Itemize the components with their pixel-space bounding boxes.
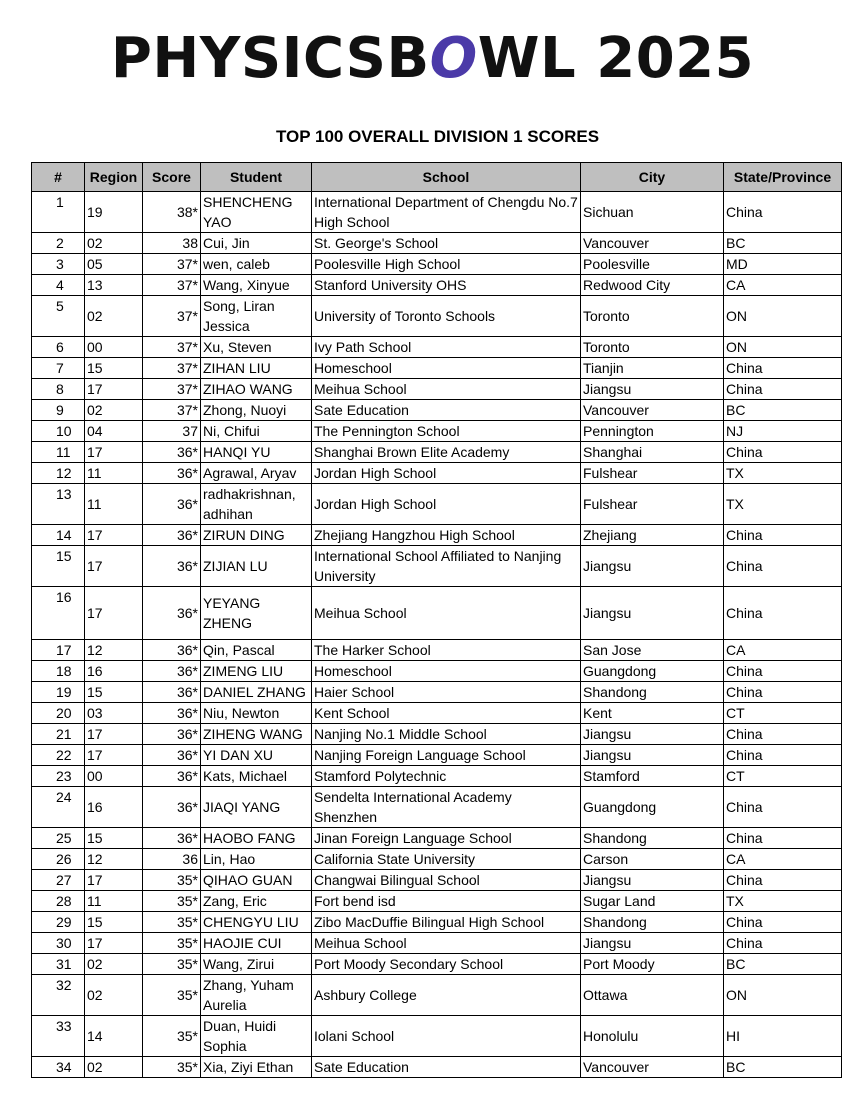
cell-school: Sendelta International Academy Shenzhen bbox=[312, 787, 581, 828]
cell-region: 11 bbox=[85, 891, 143, 912]
cell-school: Nanjing Foreign Language School bbox=[312, 745, 581, 766]
cell-rank: 1 bbox=[32, 192, 85, 233]
cell-state: CA bbox=[724, 275, 842, 296]
cell-rank: 32 bbox=[32, 975, 85, 1016]
cell-score: 37* bbox=[143, 400, 201, 421]
cell-score: 36* bbox=[143, 463, 201, 484]
cell-state: BC bbox=[724, 1057, 842, 1078]
cell-city: Jiangsu bbox=[581, 546, 724, 587]
cell-school: Zibo MacDuffie Bilingual High School bbox=[312, 912, 581, 933]
cell-region: 15 bbox=[85, 358, 143, 379]
cell-rank: 18 bbox=[32, 661, 85, 682]
cell-rank: 9 bbox=[32, 400, 85, 421]
table-row bbox=[32, 421, 842, 442]
cell-school: Stamford Polytechnic bbox=[312, 766, 581, 787]
cell-school: Jordan High School bbox=[312, 463, 581, 484]
cell-city: Vancouver bbox=[581, 233, 724, 254]
cell-school: Sate Education bbox=[312, 400, 581, 421]
cell-score: 36* bbox=[143, 525, 201, 546]
table-row bbox=[32, 870, 842, 891]
cell-state: ON bbox=[724, 337, 842, 358]
cell-rank: 22 bbox=[32, 745, 85, 766]
cell-rank: 20 bbox=[32, 703, 85, 724]
page-title: TOP 100 OVERALL DIVISION 1 SCORES bbox=[275, 127, 600, 146]
cell-student: Cui, Jin bbox=[201, 233, 312, 254]
cell-student: HANQI YU bbox=[201, 442, 312, 463]
column-header-city: City bbox=[581, 163, 724, 192]
cell-region: 15 bbox=[85, 828, 143, 849]
cell-school: Changwai Bilingual School bbox=[312, 870, 581, 891]
cell-state: CT bbox=[724, 703, 842, 724]
cell-student: Xu, Steven bbox=[201, 337, 312, 358]
cell-student: Zang, Eric bbox=[201, 891, 312, 912]
cell-school: Homeschool bbox=[312, 661, 581, 682]
cell-state: TX bbox=[724, 891, 842, 912]
cell-region: 04 bbox=[85, 421, 143, 442]
cell-state: China bbox=[724, 745, 842, 766]
cell-region: 12 bbox=[85, 849, 143, 870]
cell-school: Stanford University OHS bbox=[312, 275, 581, 296]
cell-student: QIHAO GUAN bbox=[201, 870, 312, 891]
cell-city: Guangdong bbox=[581, 661, 724, 682]
cell-score: 36* bbox=[143, 787, 201, 828]
cell-city: Carson bbox=[581, 849, 724, 870]
table-row bbox=[32, 358, 842, 379]
cell-city: Jiangsu bbox=[581, 379, 724, 400]
table-row bbox=[32, 766, 842, 787]
cell-score: 35* bbox=[143, 975, 201, 1016]
table-row bbox=[32, 787, 842, 828]
cell-score: 36 bbox=[143, 849, 201, 870]
cell-score: 36* bbox=[143, 587, 201, 640]
cell-region: 02 bbox=[85, 1057, 143, 1078]
cell-student: Duan, Huidi Sophia bbox=[201, 1016, 312, 1057]
cell-student: YI DAN XU bbox=[201, 745, 312, 766]
cell-city: Shandong bbox=[581, 912, 724, 933]
cell-rank: 23 bbox=[32, 766, 85, 787]
cell-school: California State University bbox=[312, 849, 581, 870]
cell-rank: 13 bbox=[32, 484, 85, 525]
table-row bbox=[32, 849, 842, 870]
cell-city: Jiangsu bbox=[581, 724, 724, 745]
cell-city: Guangdong bbox=[581, 787, 724, 828]
table-row bbox=[32, 254, 842, 275]
column-header-rank: # bbox=[32, 163, 85, 192]
cell-rank: 11 bbox=[32, 442, 85, 463]
cell-rank: 16 bbox=[32, 587, 85, 640]
cell-score: 36* bbox=[143, 828, 201, 849]
column-header-student: Student bbox=[201, 163, 312, 192]
cell-city: Port Moody bbox=[581, 954, 724, 975]
cell-student: HAOJIE CUI bbox=[201, 933, 312, 954]
cell-city: Poolesville bbox=[581, 254, 724, 275]
cell-student: SHENCHENG YAO bbox=[201, 192, 312, 233]
table-row bbox=[32, 337, 842, 358]
cell-score: 35* bbox=[143, 891, 201, 912]
cell-region: 12 bbox=[85, 640, 143, 661]
cell-student: Ni, Chifui bbox=[201, 421, 312, 442]
cell-rank: 2 bbox=[32, 233, 85, 254]
cell-state: China bbox=[724, 933, 842, 954]
cell-city: San Jose bbox=[581, 640, 724, 661]
cell-city: Fulshear bbox=[581, 463, 724, 484]
table-row bbox=[32, 1057, 842, 1078]
table-row bbox=[32, 275, 842, 296]
cell-city: Sichuan bbox=[581, 192, 724, 233]
cell-score: 38* bbox=[143, 192, 201, 233]
cell-region: 02 bbox=[85, 400, 143, 421]
cell-rank: 15 bbox=[32, 546, 85, 587]
table-row bbox=[32, 484, 842, 525]
cell-state: China bbox=[724, 870, 842, 891]
cell-score: 37 bbox=[143, 421, 201, 442]
cell-school: International Department of Chengdu No.7 High School bbox=[312, 192, 581, 233]
cell-region: 19 bbox=[85, 192, 143, 233]
table-row bbox=[32, 640, 842, 661]
cell-state: China bbox=[724, 587, 842, 640]
cell-rank: 8 bbox=[32, 379, 85, 400]
cell-region: 02 bbox=[85, 975, 143, 1016]
cell-state: China bbox=[724, 442, 842, 463]
cell-school: Meihua School bbox=[312, 587, 581, 640]
table-row bbox=[32, 379, 842, 400]
cell-school: Homeschool bbox=[312, 358, 581, 379]
cell-score: 35* bbox=[143, 933, 201, 954]
cell-school: Iolani School bbox=[312, 1016, 581, 1057]
cell-city: Tianjin bbox=[581, 358, 724, 379]
cell-region: 17 bbox=[85, 870, 143, 891]
cell-score: 36* bbox=[143, 745, 201, 766]
cell-score: 37* bbox=[143, 275, 201, 296]
column-header-score: Score bbox=[143, 163, 201, 192]
cell-school: University of Toronto Schools bbox=[312, 296, 581, 337]
cell-region: 16 bbox=[85, 787, 143, 828]
column-header-state: State/Province bbox=[724, 163, 842, 192]
table-row bbox=[32, 954, 842, 975]
cell-school: Meihua School bbox=[312, 379, 581, 400]
cell-school: The Pennington School bbox=[312, 421, 581, 442]
cell-city: Vancouver bbox=[581, 400, 724, 421]
cell-city: Jiangsu bbox=[581, 870, 724, 891]
cell-state: ON bbox=[724, 296, 842, 337]
logo-text-end: WL 2025 bbox=[477, 26, 755, 91]
table-row bbox=[32, 400, 842, 421]
cell-state: China bbox=[724, 358, 842, 379]
cell-region: 00 bbox=[85, 337, 143, 358]
cell-rank: 26 bbox=[32, 849, 85, 870]
table-row bbox=[32, 463, 842, 484]
cell-region: 00 bbox=[85, 766, 143, 787]
cell-school: Haier School bbox=[312, 682, 581, 703]
cell-region: 13 bbox=[85, 275, 143, 296]
cell-city: Kent bbox=[581, 703, 724, 724]
table-row bbox=[32, 745, 842, 766]
column-header-school: School bbox=[312, 163, 581, 192]
cell-rank: 12 bbox=[32, 463, 85, 484]
table-row bbox=[32, 442, 842, 463]
cell-score: 37* bbox=[143, 337, 201, 358]
cell-student: Xia, Ziyi Ethan bbox=[201, 1057, 312, 1078]
cell-rank: 14 bbox=[32, 525, 85, 546]
cell-region: 05 bbox=[85, 254, 143, 275]
table-row bbox=[32, 296, 842, 337]
cell-student: ZIHENG WANG bbox=[201, 724, 312, 745]
cell-state: MD bbox=[724, 254, 842, 275]
column-header-region: Region bbox=[85, 163, 143, 192]
cell-region: 17 bbox=[85, 724, 143, 745]
cell-school: Sate Education bbox=[312, 1057, 581, 1078]
cell-student: Wang, Zirui bbox=[201, 954, 312, 975]
table-row bbox=[32, 891, 842, 912]
cell-school: Poolesville High School bbox=[312, 254, 581, 275]
cell-rank: 29 bbox=[32, 912, 85, 933]
table-row bbox=[32, 233, 842, 254]
cell-city: Shandong bbox=[581, 828, 724, 849]
cell-student: Song, Liran Jessica bbox=[201, 296, 312, 337]
table-row bbox=[32, 525, 842, 546]
cell-rank: 10 bbox=[32, 421, 85, 442]
cell-student: ZIJIAN LU bbox=[201, 546, 312, 587]
table-row bbox=[32, 1016, 842, 1057]
cell-rank: 28 bbox=[32, 891, 85, 912]
cell-score: 37* bbox=[143, 379, 201, 400]
table-row bbox=[32, 682, 842, 703]
cell-rank: 3 bbox=[32, 254, 85, 275]
cell-state: China bbox=[724, 546, 842, 587]
table-row bbox=[32, 933, 842, 954]
cell-school: Kent School bbox=[312, 703, 581, 724]
cell-school: Ivy Path School bbox=[312, 337, 581, 358]
cell-rank: 17 bbox=[32, 640, 85, 661]
cell-student: radhakrishnan, adhihan bbox=[201, 484, 312, 525]
logo-text-start: PHYSICSB bbox=[110, 26, 430, 91]
cell-state: China bbox=[724, 192, 842, 233]
cell-city: Fulshear bbox=[581, 484, 724, 525]
cell-student: wen, caleb bbox=[201, 254, 312, 275]
cell-score: 37* bbox=[143, 296, 201, 337]
cell-student: Zhong, Nuoyi bbox=[201, 400, 312, 421]
cell-rank: 33 bbox=[32, 1016, 85, 1057]
table-row bbox=[32, 546, 842, 587]
cell-school: Nanjing No.1 Middle School bbox=[312, 724, 581, 745]
cell-score: 37* bbox=[143, 358, 201, 379]
cell-state: BC bbox=[724, 954, 842, 975]
cell-score: 38 bbox=[143, 233, 201, 254]
cell-city: Toronto bbox=[581, 337, 724, 358]
cell-region: 11 bbox=[85, 484, 143, 525]
cell-city: Sugar Land bbox=[581, 891, 724, 912]
cell-region: 17 bbox=[85, 933, 143, 954]
table-row bbox=[32, 192, 842, 233]
cell-state: China bbox=[724, 828, 842, 849]
table-row bbox=[32, 912, 842, 933]
cell-student: Niu, Newton bbox=[201, 703, 312, 724]
table-row bbox=[32, 975, 842, 1016]
cell-score: 36* bbox=[143, 724, 201, 745]
cell-state: BC bbox=[724, 400, 842, 421]
cell-school: Jordan High School bbox=[312, 484, 581, 525]
cell-school: The Harker School bbox=[312, 640, 581, 661]
cell-score: 35* bbox=[143, 870, 201, 891]
cell-school: Ashbury College bbox=[312, 975, 581, 1016]
logo-letter-o: O bbox=[429, 26, 478, 91]
cell-state: China bbox=[724, 379, 842, 400]
cell-region: 02 bbox=[85, 954, 143, 975]
cell-city: Stamford bbox=[581, 766, 724, 787]
cell-score: 35* bbox=[143, 912, 201, 933]
cell-region: 17 bbox=[85, 525, 143, 546]
cell-city: Redwood City bbox=[581, 275, 724, 296]
scores-table bbox=[31, 162, 842, 1078]
table-row bbox=[32, 724, 842, 745]
cell-city: Pennington bbox=[581, 421, 724, 442]
cell-region: 17 bbox=[85, 587, 143, 640]
cell-rank: 25 bbox=[32, 828, 85, 849]
cell-student: JIAQI YANG bbox=[201, 787, 312, 828]
cell-state: China bbox=[724, 525, 842, 546]
cell-state: China bbox=[724, 724, 842, 745]
physicsbowl-logo bbox=[0, 28, 865, 90]
cell-score: 36* bbox=[143, 661, 201, 682]
cell-state: China bbox=[724, 682, 842, 703]
cell-city: Jiangsu bbox=[581, 933, 724, 954]
table-body bbox=[32, 192, 842, 1078]
cell-student: Agrawal, Aryav bbox=[201, 463, 312, 484]
cell-school: International School Affiliated to Nanjing University bbox=[312, 546, 581, 587]
cell-rank: 34 bbox=[32, 1057, 85, 1078]
cell-rank: 24 bbox=[32, 787, 85, 828]
cell-rank: 5 bbox=[32, 296, 85, 337]
cell-city: Ottawa bbox=[581, 975, 724, 1016]
cell-city: Jiangsu bbox=[581, 745, 724, 766]
cell-state: China bbox=[724, 661, 842, 682]
cell-city: Shanghai bbox=[581, 442, 724, 463]
cell-state: China bbox=[724, 787, 842, 828]
cell-student: Lin, Hao bbox=[201, 849, 312, 870]
table-row bbox=[32, 587, 842, 640]
cell-region: 02 bbox=[85, 233, 143, 254]
cell-region: 17 bbox=[85, 745, 143, 766]
cell-score: 36* bbox=[143, 640, 201, 661]
cell-rank: 31 bbox=[32, 954, 85, 975]
cell-city: Toronto bbox=[581, 296, 724, 337]
cell-region: 02 bbox=[85, 296, 143, 337]
cell-city: Zhejiang bbox=[581, 525, 724, 546]
table-row bbox=[32, 661, 842, 682]
cell-state: CT bbox=[724, 766, 842, 787]
cell-state: TX bbox=[724, 463, 842, 484]
cell-state: ON bbox=[724, 975, 842, 1016]
cell-state: CA bbox=[724, 640, 842, 661]
cell-student: CHENGYU LIU bbox=[201, 912, 312, 933]
cell-rank: 4 bbox=[32, 275, 85, 296]
table-header-row bbox=[32, 163, 842, 192]
cell-student: Qin, Pascal bbox=[201, 640, 312, 661]
cell-score: 36* bbox=[143, 682, 201, 703]
cell-student: ZIMENG LIU bbox=[201, 661, 312, 682]
cell-score: 36* bbox=[143, 703, 201, 724]
cell-student: ZIHAO WANG bbox=[201, 379, 312, 400]
cell-score: 36* bbox=[143, 484, 201, 525]
cell-school: Zhejiang Hangzhou High School bbox=[312, 525, 581, 546]
cell-student: Zhang, Yuham Aurelia bbox=[201, 975, 312, 1016]
cell-school: Shanghai Brown Elite Academy bbox=[312, 442, 581, 463]
table-row bbox=[32, 828, 842, 849]
cell-city: Honolulu bbox=[581, 1016, 724, 1057]
cell-student: ZIHAN LIU bbox=[201, 358, 312, 379]
cell-rank: 19 bbox=[32, 682, 85, 703]
cell-state: CA bbox=[724, 849, 842, 870]
cell-region: 16 bbox=[85, 661, 143, 682]
cell-state: BC bbox=[724, 233, 842, 254]
cell-score: 35* bbox=[143, 1057, 201, 1078]
cell-school: Port Moody Secondary School bbox=[312, 954, 581, 975]
cell-region: 15 bbox=[85, 682, 143, 703]
cell-region: 17 bbox=[85, 546, 143, 587]
cell-region: 11 bbox=[85, 463, 143, 484]
cell-score: 35* bbox=[143, 1016, 201, 1057]
cell-city: Jiangsu bbox=[581, 587, 724, 640]
cell-state: NJ bbox=[724, 421, 842, 442]
cell-student: Wang, Xinyue bbox=[201, 275, 312, 296]
cell-city: Vancouver bbox=[581, 1057, 724, 1078]
cell-rank: 6 bbox=[32, 337, 85, 358]
cell-school: Jinan Foreign Language School bbox=[312, 828, 581, 849]
cell-score: 37* bbox=[143, 254, 201, 275]
cell-city: Shandong bbox=[581, 682, 724, 703]
cell-score: 36* bbox=[143, 546, 201, 587]
cell-region: 14 bbox=[85, 1016, 143, 1057]
cell-rank: 7 bbox=[32, 358, 85, 379]
cell-student: Kats, Michael bbox=[201, 766, 312, 787]
cell-school: St. George's School bbox=[312, 233, 581, 254]
cell-rank: 21 bbox=[32, 724, 85, 745]
cell-state: China bbox=[724, 912, 842, 933]
cell-school: Meihua School bbox=[312, 933, 581, 954]
cell-student: DANIEL ZHANG bbox=[201, 682, 312, 703]
cell-score: 36* bbox=[143, 766, 201, 787]
cell-state: HI bbox=[724, 1016, 842, 1057]
cell-student: YEYANG ZHENG bbox=[201, 587, 312, 640]
cell-region: 15 bbox=[85, 912, 143, 933]
cell-student: ZIRUN DING bbox=[201, 525, 312, 546]
cell-score: 35* bbox=[143, 954, 201, 975]
cell-rank: 30 bbox=[32, 933, 85, 954]
cell-student: HAOBO FANG bbox=[201, 828, 312, 849]
cell-region: 17 bbox=[85, 379, 143, 400]
cell-school: Fort bend isd bbox=[312, 891, 581, 912]
cell-region: 03 bbox=[85, 703, 143, 724]
cell-rank: 27 bbox=[32, 870, 85, 891]
cell-state: TX bbox=[724, 484, 842, 525]
cell-score: 36* bbox=[143, 442, 201, 463]
cell-region: 17 bbox=[85, 442, 143, 463]
table-row bbox=[32, 703, 842, 724]
